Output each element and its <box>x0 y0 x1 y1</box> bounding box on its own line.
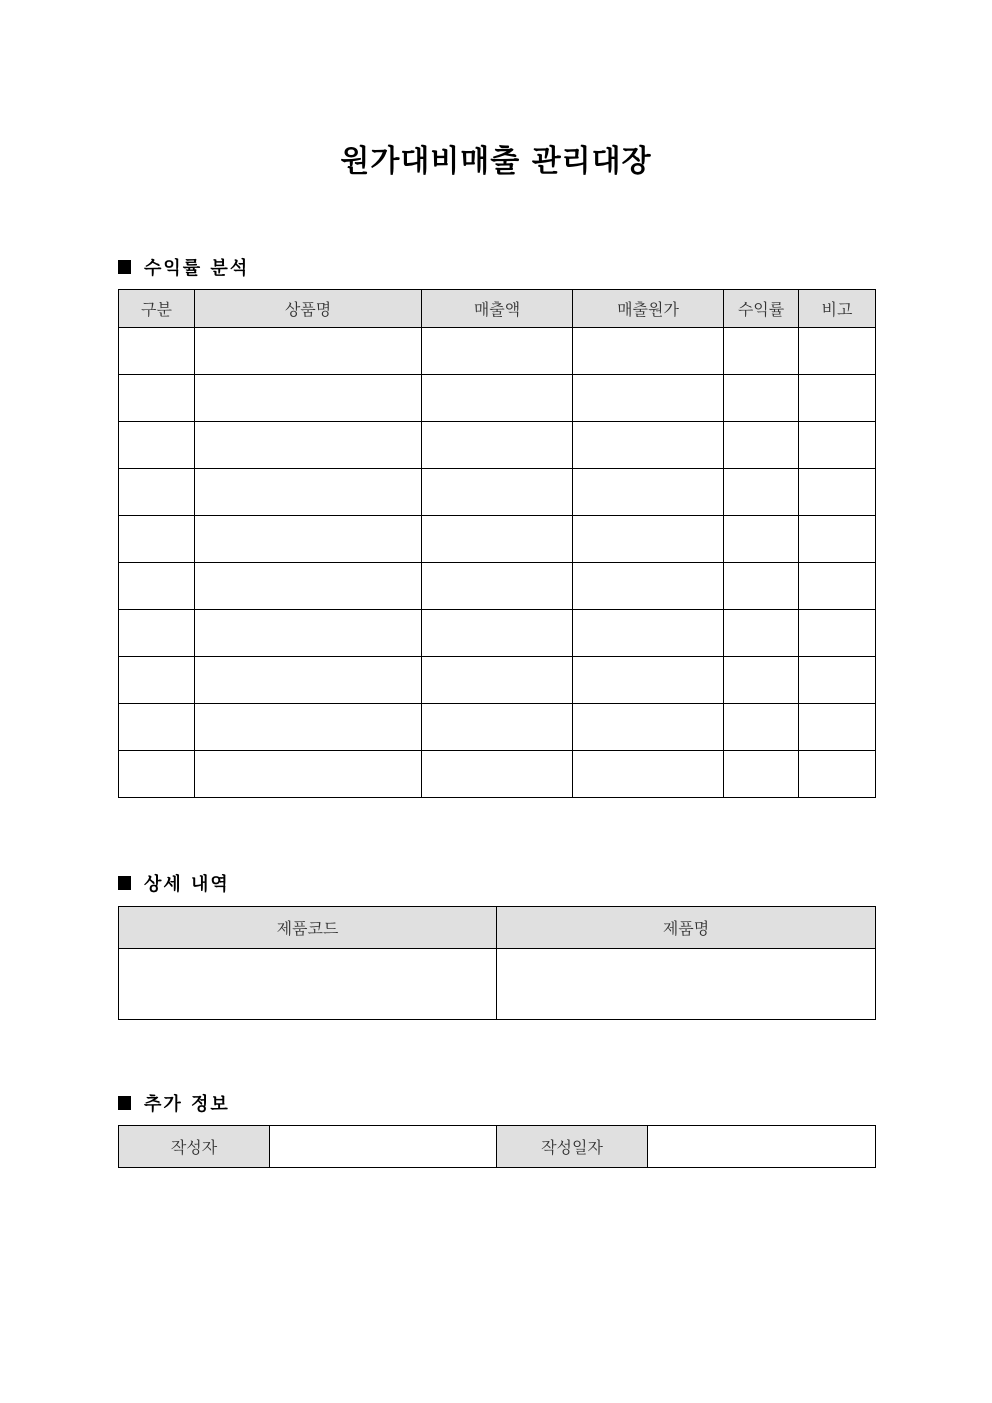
remarks-cell[interactable] <box>799 375 876 422</box>
product-name-cell[interactable] <box>195 751 422 798</box>
profit-rate-cell[interactable] <box>724 657 799 704</box>
table-row <box>119 328 876 375</box>
product-name-cell[interactable] <box>497 949 876 1020</box>
sales-cell[interactable] <box>422 422 573 469</box>
category-cell[interactable] <box>119 328 195 375</box>
column-header-category: 구분 <box>119 290 195 328</box>
category-cell[interactable] <box>119 516 195 563</box>
sales-cell[interactable] <box>422 704 573 751</box>
square-bullet-icon <box>118 1096 131 1110</box>
remarks-cell[interactable] <box>799 469 876 516</box>
column-header-remarks: 비고 <box>799 290 876 328</box>
section-heading-additional-info <box>118 1090 230 1116</box>
date-label: 작성일자 <box>497 1126 648 1168</box>
sales-cell[interactable] <box>422 610 573 657</box>
column-header-cost-of-sales: 매출원가 <box>573 290 724 328</box>
product-name-cell[interactable] <box>195 422 422 469</box>
section-heading-details <box>118 870 230 896</box>
profit-rate-cell[interactable] <box>724 704 799 751</box>
sales-cell[interactable] <box>422 469 573 516</box>
product-name-cell[interactable] <box>195 704 422 751</box>
sales-cell[interactable] <box>422 328 573 375</box>
square-bullet-icon <box>118 260 131 274</box>
table-header-row <box>119 907 876 949</box>
profit-rate-cell[interactable] <box>724 422 799 469</box>
sales-cell[interactable] <box>422 516 573 563</box>
table-row <box>119 949 876 1020</box>
date-value-cell[interactable] <box>648 1126 876 1168</box>
remarks-cell[interactable] <box>799 751 876 798</box>
section-heading-text: 상세 내역 <box>144 874 230 895</box>
table-header-row <box>119 290 876 328</box>
product-name-cell[interactable] <box>195 563 422 610</box>
remarks-cell[interactable] <box>799 610 876 657</box>
cost-of-sales-cell[interactable] <box>573 422 724 469</box>
table-row <box>119 704 876 751</box>
column-header-profit-rate: 수익률 <box>724 290 799 328</box>
cost-of-sales-cell[interactable] <box>573 610 724 657</box>
profit-rate-cell[interactable] <box>724 469 799 516</box>
table-row <box>119 563 876 610</box>
category-cell[interactable] <box>119 751 195 798</box>
product-name-cell[interactable] <box>195 328 422 375</box>
table-row <box>119 469 876 516</box>
category-cell[interactable] <box>119 375 195 422</box>
category-cell[interactable] <box>119 704 195 751</box>
sales-cell[interactable] <box>422 751 573 798</box>
additional-info-table <box>118 1125 876 1168</box>
profit-rate-cell[interactable] <box>724 610 799 657</box>
remarks-cell[interactable] <box>799 657 876 704</box>
cost-of-sales-cell[interactable] <box>573 328 724 375</box>
details-table <box>118 906 876 1020</box>
table-row <box>119 657 876 704</box>
cost-of-sales-cell[interactable] <box>573 657 724 704</box>
cost-of-sales-cell[interactable] <box>573 375 724 422</box>
cost-of-sales-cell[interactable] <box>573 704 724 751</box>
profit-analysis-table <box>118 289 876 798</box>
sales-cell[interactable] <box>422 563 573 610</box>
table-row <box>119 751 876 798</box>
column-header-sales: 매출액 <box>422 290 573 328</box>
category-cell[interactable] <box>119 422 195 469</box>
section-heading-profit-analysis <box>118 254 249 280</box>
profit-rate-cell[interactable] <box>724 328 799 375</box>
category-cell[interactable] <box>119 563 195 610</box>
product-name-cell[interactable] <box>195 516 422 563</box>
table-row <box>119 516 876 563</box>
section-heading-text: 추가 정보 <box>144 1094 230 1115</box>
category-cell[interactable] <box>119 469 195 516</box>
profit-rate-cell[interactable] <box>724 751 799 798</box>
profit-rate-cell[interactable] <box>724 516 799 563</box>
column-header-product-code: 제품코드 <box>119 907 497 949</box>
author-label: 작성자 <box>119 1126 270 1168</box>
cost-of-sales-cell[interactable] <box>573 563 724 610</box>
column-header-product-name: 상품명 <box>195 290 422 328</box>
cost-of-sales-cell[interactable] <box>573 516 724 563</box>
sales-cell[interactable] <box>422 657 573 704</box>
remarks-cell[interactable] <box>799 563 876 610</box>
remarks-cell[interactable] <box>799 422 876 469</box>
profit-rate-cell[interactable] <box>724 563 799 610</box>
product-name-cell[interactable] <box>195 657 422 704</box>
table-row <box>119 1126 876 1168</box>
product-code-cell[interactable] <box>119 949 497 1020</box>
cost-of-sales-cell[interactable] <box>573 469 724 516</box>
cost-of-sales-cell[interactable] <box>573 751 724 798</box>
remarks-cell[interactable] <box>799 328 876 375</box>
section-heading-text: 수익률 분석 <box>144 258 250 279</box>
product-name-cell[interactable] <box>195 375 422 422</box>
table-row <box>119 610 876 657</box>
category-cell[interactable] <box>119 610 195 657</box>
product-name-cell[interactable] <box>195 469 422 516</box>
square-bullet-icon <box>118 876 131 890</box>
category-cell[interactable] <box>119 657 195 704</box>
column-header-product-name: 제품명 <box>497 907 876 949</box>
remarks-cell[interactable] <box>799 704 876 751</box>
document-title: 원가대비매출 관리대장 <box>340 144 652 179</box>
profit-rate-cell[interactable] <box>724 375 799 422</box>
product-name-cell[interactable] <box>195 610 422 657</box>
author-value-cell[interactable] <box>270 1126 497 1168</box>
sales-cell[interactable] <box>422 375 573 422</box>
remarks-cell[interactable] <box>799 516 876 563</box>
table-row <box>119 422 876 469</box>
table-row <box>119 375 876 422</box>
